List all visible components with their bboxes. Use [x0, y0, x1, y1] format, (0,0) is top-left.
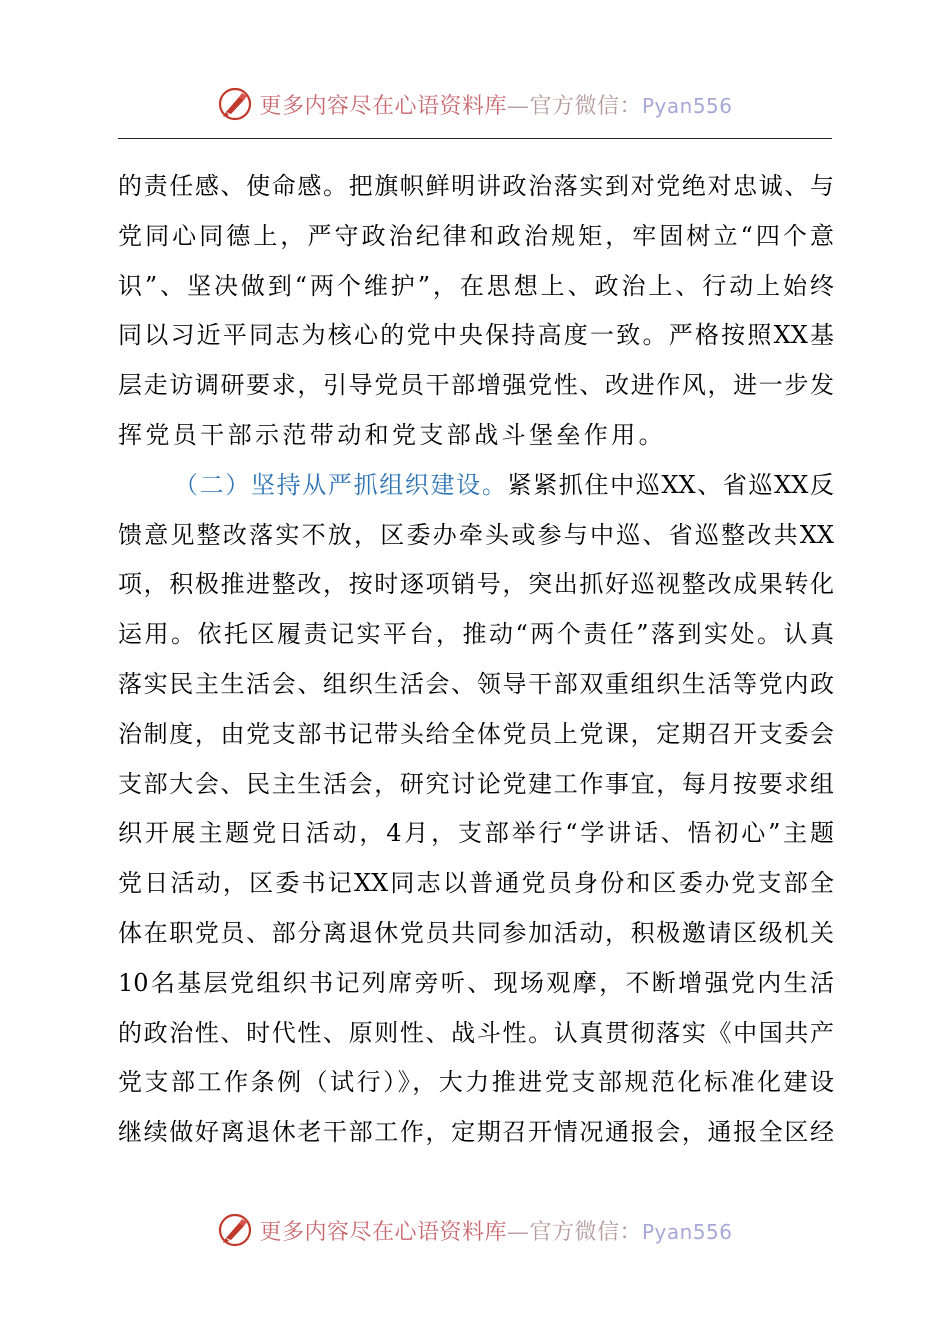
text-line: 识”、坚决做到“两个维护”，在思想上、政治上、行动上始终	[118, 271, 834, 300]
text-line: 挥党员干部示范带动和党支部战斗堡垒作用。	[118, 420, 666, 449]
text-line: 同以习近平同志为核心的党中央保持高度一致。严格按照XX基	[118, 321, 834, 350]
watermark-wechat-id: Pyan556	[642, 93, 733, 118]
text-line: 支部大会、民主生活会，研究讨论党建工作事宜，每月按要求组	[118, 769, 834, 798]
footer-watermark	[0, 1205, 950, 1255]
document-body	[118, 162, 834, 1158]
watermark-separator: —	[506, 93, 530, 119]
text-line: 体在职党员、部分离退休党员共同参加活动，积极邀请区级机关	[118, 918, 834, 947]
text-line: 织开展主题党日活动，4月，支部举行“学讲话、悟初心”主题	[118, 819, 834, 848]
paragraph-2	[118, 461, 834, 1158]
paragraph-2-lead-text: 紧紧抓住中巡XX、省巡XX反	[507, 470, 835, 499]
watermark-wechat-id: Pyan556	[642, 1219, 733, 1244]
watermark-text	[259, 1215, 732, 1246]
watermark-wechat-label: 官方微信：	[529, 1219, 642, 1245]
text-line: 治制度，由党支部书记带头给全体党员上党课，定期召开支委会	[118, 719, 834, 748]
watermark-lead: 更多内容尽在心语资料库	[259, 93, 507, 119]
watermark-separator: —	[506, 1219, 530, 1245]
text-line: 10名基层党组织书记列席旁听、现场观摩，不断增强党内生活	[118, 968, 834, 997]
watermark-text	[259, 89, 732, 120]
watermark-wechat-label: 官方微信：	[529, 93, 642, 119]
text-line: 党支部工作条例（试行）》，大力推进党支部规范化标准化建设	[118, 1068, 834, 1097]
text-line: 运用。依托区履责记实平台，推动“两个责任”落到实处。认真	[118, 620, 834, 649]
text-line: 党同心同德上，严守政治纪律和政治规矩，牢固树立“四个意	[118, 221, 834, 250]
watermark-lead: 更多内容尽在心语资料库	[259, 1219, 507, 1245]
text-line: 层走访调研要求，引导党员干部增强党性、改进作风，进一步发	[118, 371, 834, 400]
text-line: 落实民主生活会、组织生活会、领导干部双重组织生活等党内政	[118, 669, 834, 698]
pen-nib-logo-icon	[217, 86, 253, 122]
header-divider	[118, 138, 832, 139]
text-line: 馈意见整改落实不放，区委办牵头或参与中巡、省巡整改共XX	[118, 520, 834, 549]
section-heading: （二）坚持从严抓组织建设。	[174, 470, 508, 499]
text-line: 继续做好离退休老干部工作，定期召开情况通报会，通报全区经	[118, 1118, 834, 1147]
text-line: 党日活动，区委书记XX同志以普通党员身份和区委办党支部全	[118, 869, 834, 898]
paragraph-1	[118, 162, 834, 461]
pen-nib-logo-icon	[217, 1212, 253, 1248]
text-line: 的责任感、使命感。把旗帜鲜明讲政治落实到对党绝对忠诚、与	[118, 172, 834, 200]
header-watermark	[0, 79, 950, 129]
text-line: 的政治性、时代性、原则性、战斗性。认真贯彻落实《中国共产	[118, 1018, 834, 1047]
paragraph-2-first-line	[118, 461, 834, 511]
text-line: 项，积极推进整改，按时逐项销号，突出抓好巡视整改成果转化	[118, 570, 834, 599]
